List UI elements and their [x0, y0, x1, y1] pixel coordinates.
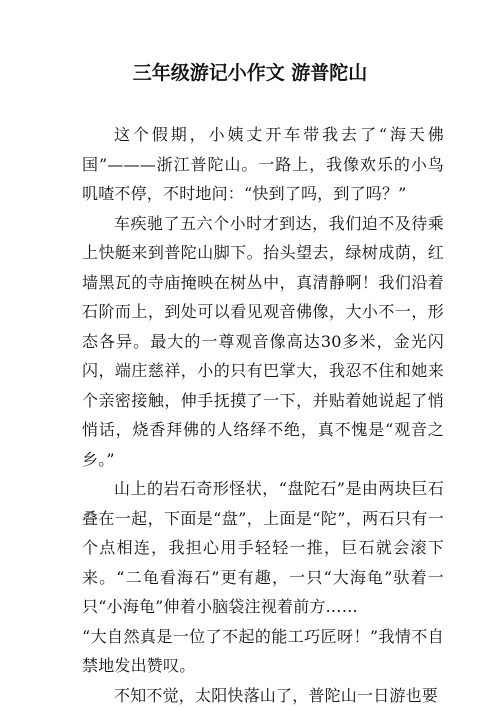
document-body [82, 120, 444, 710]
paragraph-3: 山上的岩石奇形怪状，“盘陀石”是由两块巨石叠在一起，下面是“盘”，上面是“陀”，两石只有一个点相连，我担心用手轻轻一推，巨石就会滚下来。“二龟看海石”更有趣，一只“大海龟”驮着一只“小海龟”伸着小脑袋注视着前方…… [82, 474, 444, 622]
paragraph-1: 这个假期，小姨丈开车带我去了“海天佛国”———浙江普陀山。一路上，我像欢乐的小鸟叽喳不停，不时地问：“快到了吗，到了吗？” [82, 120, 444, 209]
paragraph-4: “大自然真是一位了不起的能工巧匠呀！”我情不自禁地发出赞叹。 [82, 622, 444, 681]
document-title: 三年级游记小作文 游普陀山 [0, 60, 500, 86]
paragraph-5: 不知不觉，太阳快落山了，普陀山一日游也要 [82, 681, 444, 710]
paragraph-2: 车疾驰了五六个小时才到达，我们迫不及待乘上快艇来到普陀山脚下。抬头望去，绿树成荫，红墙黑瓦的寺庙掩映在树丛中，真清静啊！我们沿着石阶而上，到处可以看见观音佛像，大小不一，形态各异。最大的一尊观音像高达30多米，金光闪闪，端庄慈祥，小的只有巴掌大，我忍不住和她来个亲密接触，伸手抚摸了一下，并贴着她说起了悄悄话，烧香拜佛的人络绎不绝，真不愧是“观音之乡。” [82, 209, 444, 475]
